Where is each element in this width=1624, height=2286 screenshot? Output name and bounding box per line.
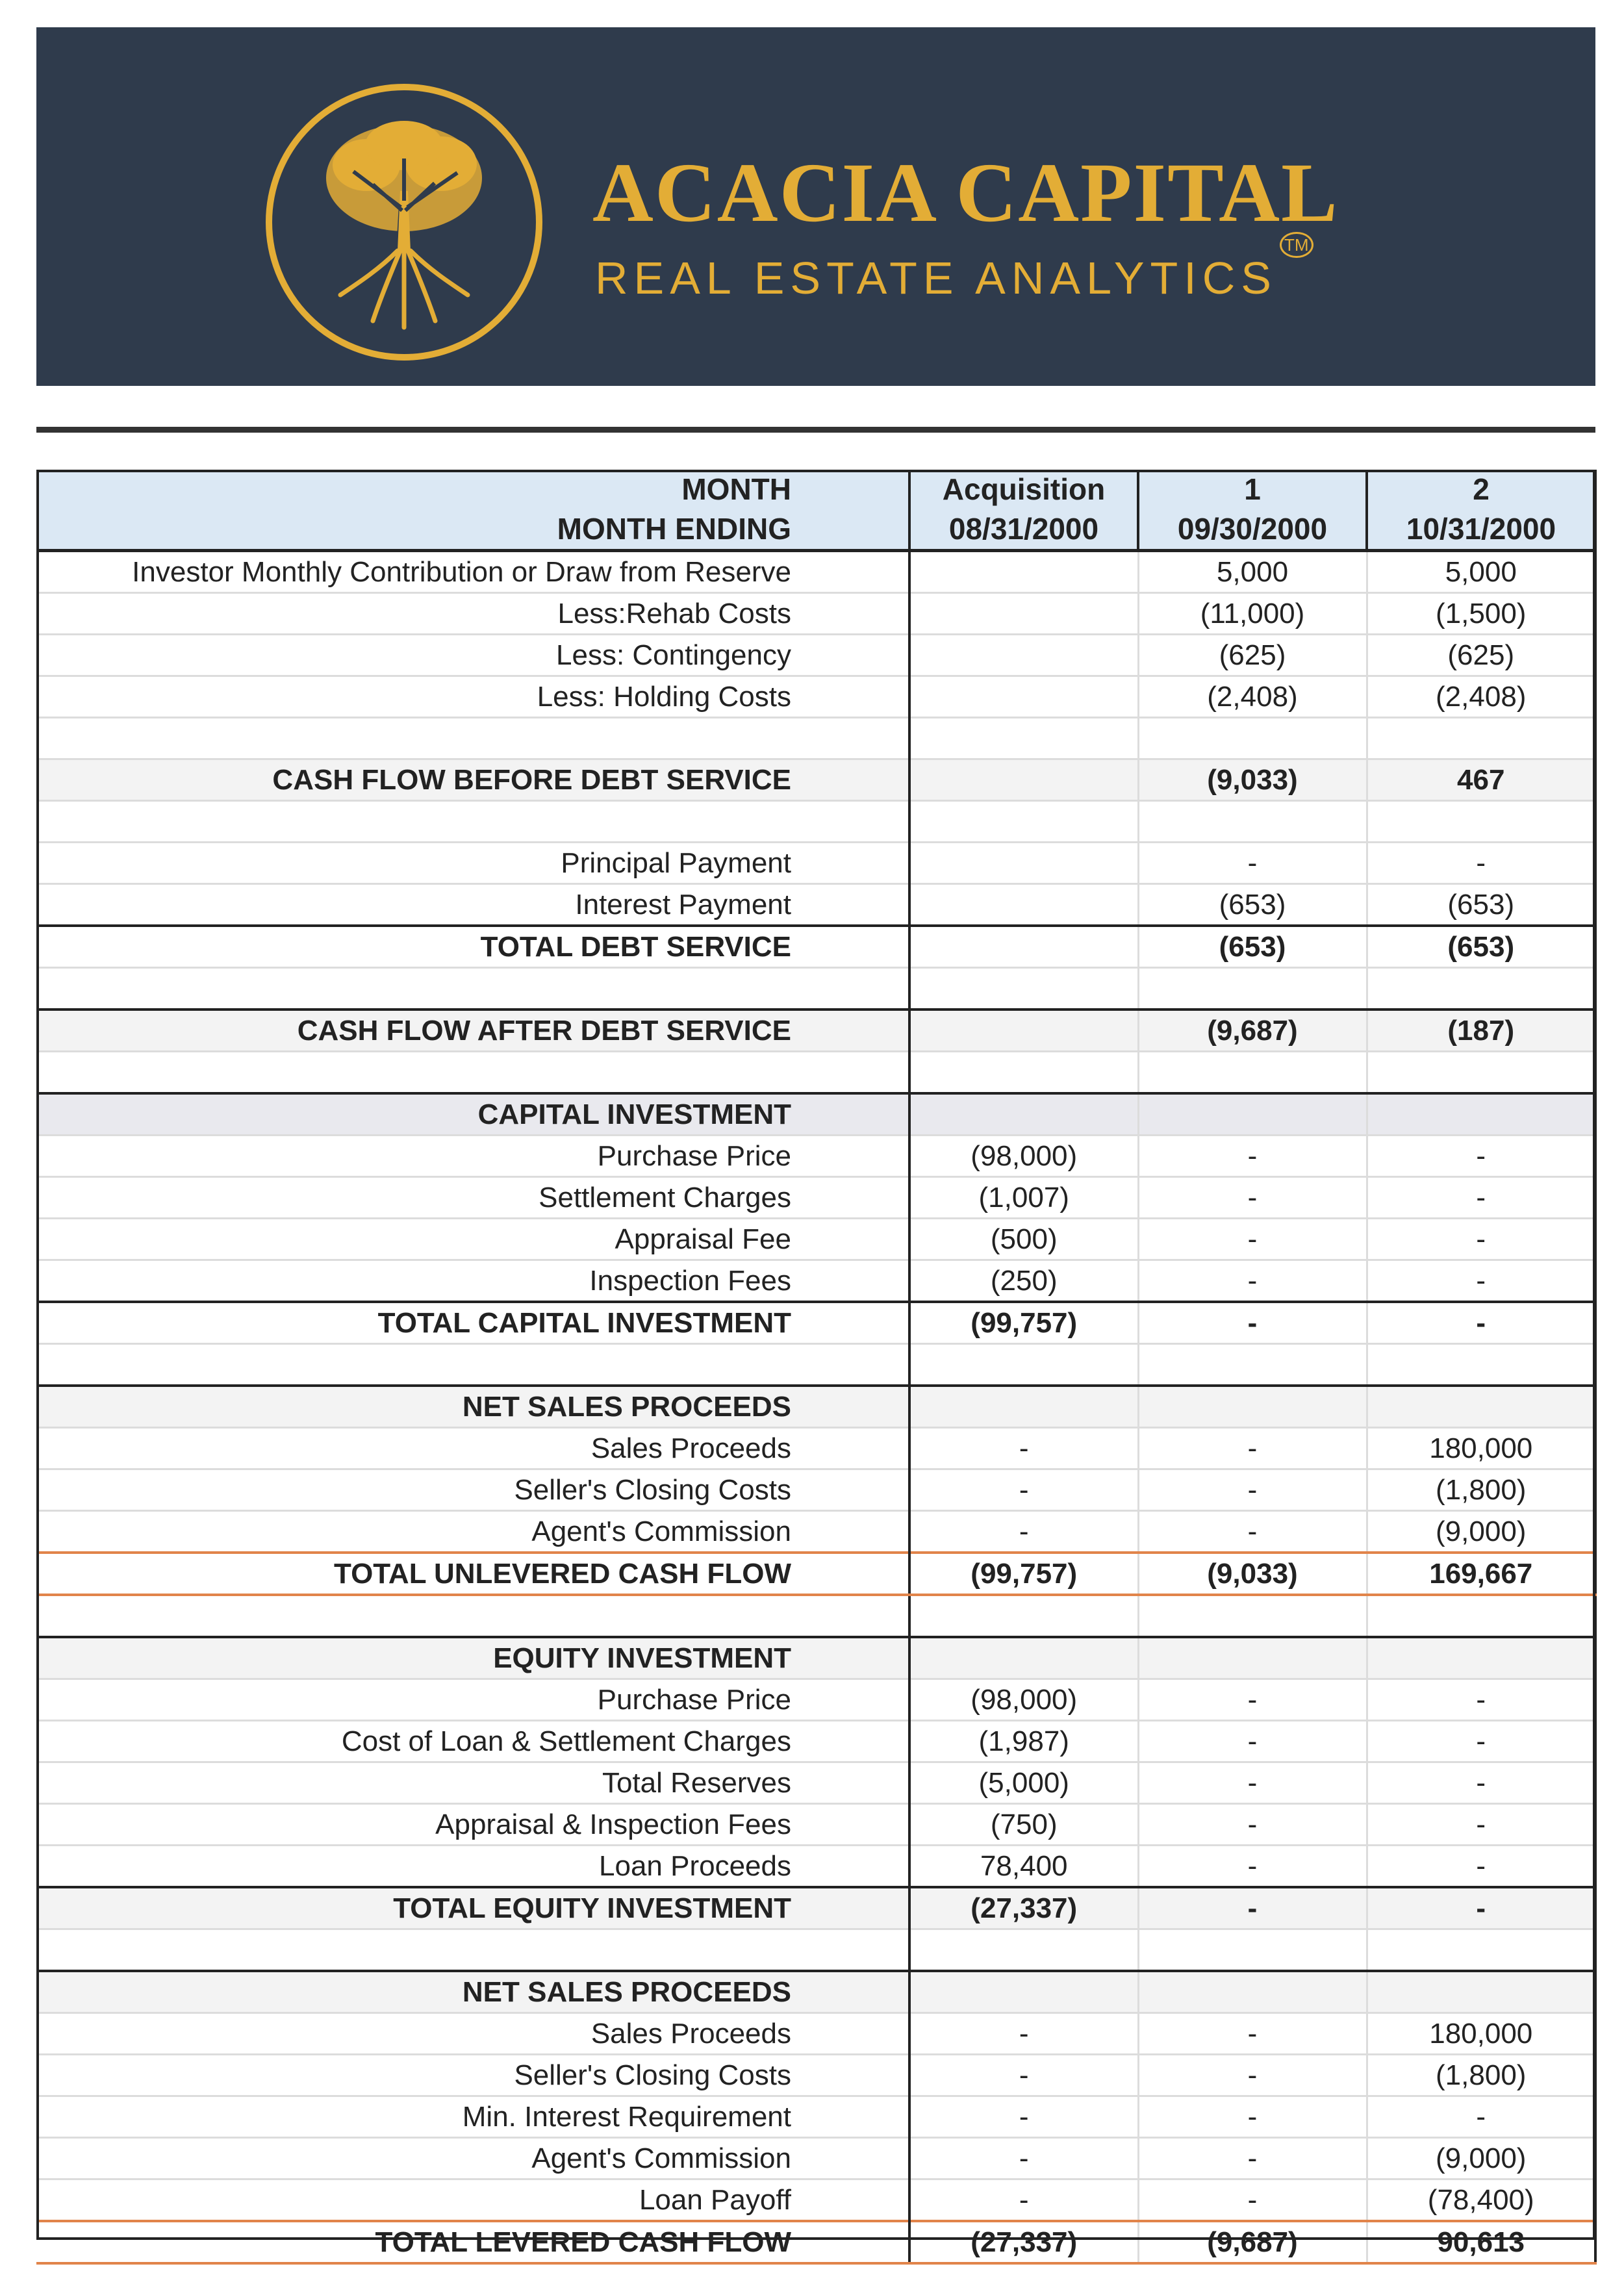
row-value-cell — [1367, 1344, 1595, 1386]
row-value-cell — [909, 1010, 1138, 1052]
row-label: Appraisal & Inspection Fees — [36, 1804, 909, 1846]
table-row — [36, 635, 1595, 676]
table-row — [36, 2055, 1595, 2096]
row-value-cell: (9,000) — [1367, 1511, 1595, 1553]
row-label: Less:Rehab Costs — [36, 593, 909, 635]
brand-title: ACACIA CAPITAL — [592, 146, 1339, 240]
table-row — [36, 1010, 1595, 1052]
row-value-cell — [909, 718, 1138, 759]
row-value-cell: - — [1138, 2096, 1367, 2138]
row-value-cell: - — [1367, 1136, 1595, 1177]
row-value-cell: 180,000 — [1367, 2013, 1595, 2055]
row-value-cell — [1367, 1052, 1595, 1094]
row-label: TOTAL DEBT SERVICE — [36, 926, 909, 968]
row-value-cell: 5,000 — [1367, 551, 1595, 593]
row-value-cell: (9,687) — [1138, 2221, 1367, 2263]
row-value-cell: - — [909, 2055, 1138, 2096]
row-label: TOTAL LEVERED CASH FLOW — [36, 2221, 909, 2263]
row-label — [36, 968, 909, 1010]
row-value-cell: - — [909, 2096, 1138, 2138]
row-value-cell: - — [1367, 1887, 1595, 1929]
row-value-cell: (2,408) — [1138, 676, 1367, 718]
row-value-cell: (2,408) — [1367, 676, 1595, 718]
row-value-cell: - — [1367, 1762, 1595, 1804]
table-row — [36, 2138, 1595, 2179]
row-value-cell — [909, 968, 1138, 1010]
row-value-cell: 90,613 — [1367, 2221, 1595, 2263]
row-value-cell: - — [1367, 1721, 1595, 1762]
row-value-cell — [1138, 1637, 1367, 1679]
row-value-cell: - — [1138, 1804, 1367, 1846]
table-row — [36, 1136, 1595, 1177]
row-value-cell: 5,000 — [1138, 551, 1367, 593]
row-label: Settlement Charges — [36, 1177, 909, 1219]
row-value-cell: - — [1138, 2055, 1367, 2096]
row-value-cell — [1367, 968, 1595, 1010]
row-value-cell: - — [909, 2013, 1138, 2055]
header-cell: 09/30/2000 — [1138, 509, 1367, 551]
header-banner — [36, 27, 1595, 386]
table-row — [36, 1177, 1595, 1219]
row-label: Loan Proceeds — [36, 1846, 909, 1888]
row-value-cell — [909, 1344, 1138, 1386]
row-label: CASH FLOW AFTER DEBT SERVICE — [36, 1010, 909, 1052]
row-value-cell: - — [1138, 1260, 1367, 1302]
row-value-cell — [909, 759, 1138, 801]
row-label: Min. Interest Requirement — [36, 2096, 909, 2138]
row-label — [36, 801, 909, 843]
row-value-cell — [909, 676, 1138, 718]
header-cell: 2 — [1367, 470, 1595, 509]
row-label — [36, 1344, 909, 1386]
row-value-cell — [909, 1595, 1138, 1637]
row-label: EQUITY INVESTMENT — [36, 1637, 909, 1679]
table-row — [36, 759, 1595, 801]
table-row — [36, 2096, 1595, 2138]
row-value-cell — [1138, 1971, 1367, 2013]
row-value-cell — [909, 843, 1138, 884]
table-row — [36, 926, 1595, 968]
row-label: CASH FLOW BEFORE DEBT SERVICE — [36, 759, 909, 801]
row-value-cell — [1367, 1093, 1595, 1136]
row-value-cell: (653) — [1367, 884, 1595, 926]
row-value-cell: (1,007) — [909, 1177, 1138, 1219]
table-row — [36, 1971, 1595, 2013]
brand-subtitle — [595, 235, 1313, 304]
table-row — [36, 884, 1595, 926]
row-value-cell: - — [1367, 2096, 1595, 2138]
row-value-cell: - — [1138, 1511, 1367, 1553]
row-value-cell: - — [1138, 843, 1367, 884]
row-value-cell: 467 — [1367, 759, 1595, 801]
row-value-cell — [1367, 1386, 1595, 1428]
row-value-cell: (9,033) — [1138, 759, 1367, 801]
header-cell: 10/31/2000 — [1367, 509, 1595, 551]
table-row — [36, 968, 1595, 1010]
row-value-cell — [1138, 1929, 1367, 1972]
row-value-cell: (653) — [1138, 926, 1367, 968]
row-value-cell — [1138, 801, 1367, 843]
table-row — [36, 1052, 1595, 1094]
table-row — [36, 1804, 1595, 1846]
row-value-cell: - — [1367, 1302, 1595, 1344]
row-value-cell — [909, 1637, 1138, 1679]
row-value-cell: - — [1138, 1887, 1367, 1929]
row-label: Seller's Closing Costs — [36, 1469, 909, 1511]
table-row — [36, 1511, 1595, 1553]
row-value-cell: - — [1138, 2138, 1367, 2179]
row-value-cell: - — [1138, 1302, 1367, 1344]
row-value-cell: (78,400) — [1367, 2179, 1595, 2222]
row-label: Appraisal Fee — [36, 1219, 909, 1260]
table-row — [36, 1469, 1595, 1511]
row-value-cell: (27,337) — [909, 2221, 1138, 2263]
row-label: Investor Monthly Contribution or Draw from Reserve — [36, 551, 909, 593]
row-label: Agent's Commission — [36, 2138, 909, 2179]
row-label: Sales Proceeds — [36, 1428, 909, 1469]
row-value-cell: (653) — [1367, 926, 1595, 968]
row-label: Less: Contingency — [36, 635, 909, 676]
table-row — [36, 1428, 1595, 1469]
row-value-cell: - — [1367, 1219, 1595, 1260]
row-value-cell — [909, 1929, 1138, 1972]
table-row — [36, 551, 1595, 593]
row-label — [36, 1052, 909, 1094]
row-label: TOTAL CAPITAL INVESTMENT — [36, 1302, 909, 1344]
header-cell: Acquisition — [909, 470, 1138, 509]
table-row — [36, 1887, 1595, 1929]
row-value-cell — [1367, 1595, 1595, 1637]
row-value-cell: - — [909, 1511, 1138, 1553]
row-value-cell — [1138, 968, 1367, 1010]
table-row — [36, 843, 1595, 884]
table-row — [36, 2221, 1595, 2263]
row-value-cell — [909, 1971, 1138, 2013]
row-value-cell: - — [1367, 1260, 1595, 1302]
row-value-cell: 169,667 — [1367, 1553, 1595, 1595]
table-row — [36, 1553, 1595, 1595]
table-row — [36, 1679, 1595, 1721]
row-label: Loan Payoff — [36, 2179, 909, 2222]
row-value-cell: (1,987) — [909, 1721, 1138, 1762]
row-value-cell: (1,500) — [1367, 593, 1595, 635]
table-row — [36, 2013, 1595, 2055]
row-label: Sales Proceeds — [36, 2013, 909, 2055]
row-value-cell: - — [1138, 1177, 1367, 1219]
row-value-cell: (99,757) — [909, 1553, 1138, 1595]
row-value-cell — [1138, 1595, 1367, 1637]
header-label: MONTH — [36, 470, 909, 509]
table-row — [36, 1344, 1595, 1386]
row-value-cell — [1367, 1971, 1595, 2013]
row-value-cell: (187) — [1367, 1010, 1595, 1052]
row-value-cell: (27,337) — [909, 1887, 1138, 1929]
header-label: MONTH ENDING — [36, 509, 909, 551]
row-value-cell: - — [909, 2138, 1138, 2179]
brand-subtitle-text: REAL ESTATE ANALYTICS — [595, 253, 1277, 303]
row-label — [36, 718, 909, 759]
row-label: Agent's Commission — [36, 1511, 909, 1553]
row-value-cell — [909, 593, 1138, 635]
row-value-cell: (98,000) — [909, 1136, 1138, 1177]
table-row — [36, 1219, 1595, 1260]
row-label — [36, 1929, 909, 1972]
row-label: Less: Holding Costs — [36, 676, 909, 718]
row-value-cell: - — [1138, 1428, 1367, 1469]
row-value-cell: (9,000) — [1367, 2138, 1595, 2179]
table-row — [36, 593, 1595, 635]
row-label — [36, 1595, 909, 1637]
row-value-cell — [1367, 801, 1595, 843]
row-label: TOTAL UNLEVERED CASH FLOW — [36, 1553, 909, 1595]
row-value-cell: (99,757) — [909, 1302, 1138, 1344]
table-row — [36, 1762, 1595, 1804]
row-label: Inspection Fees — [36, 1260, 909, 1302]
row-value-cell — [909, 551, 1138, 593]
row-label: Purchase Price — [36, 1679, 909, 1721]
row-value-cell: (750) — [909, 1804, 1138, 1846]
row-label: NET SALES PROCEEDS — [36, 1386, 909, 1428]
row-value-cell: - — [1138, 1679, 1367, 1721]
divider-rule — [36, 427, 1595, 433]
row-value-cell: - — [1138, 2179, 1367, 2222]
row-label: Purchase Price — [36, 1136, 909, 1177]
table-row — [36, 1093, 1595, 1136]
header-cell: 1 — [1138, 470, 1367, 509]
row-value-cell — [1138, 1093, 1367, 1136]
row-value-cell — [909, 635, 1138, 676]
row-value-cell: - — [1367, 1679, 1595, 1721]
table-row — [36, 676, 1595, 718]
table-row — [36, 1846, 1595, 1888]
row-value-cell: (653) — [1138, 884, 1367, 926]
cash-flow-table — [36, 470, 1597, 2265]
row-label: CAPITAL INVESTMENT — [36, 1093, 909, 1136]
row-value-cell — [1367, 1929, 1595, 1972]
row-value-cell — [909, 1386, 1138, 1428]
row-label: Seller's Closing Costs — [36, 2055, 909, 2096]
row-value-cell: (500) — [909, 1219, 1138, 1260]
row-value-cell: (5,000) — [909, 1762, 1138, 1804]
row-value-cell — [909, 1052, 1138, 1094]
row-value-cell: - — [1138, 1219, 1367, 1260]
trademark-icon: TM — [1280, 232, 1313, 258]
row-value-cell: (1,800) — [1367, 1469, 1595, 1511]
table-row — [36, 1260, 1595, 1302]
row-value-cell — [909, 884, 1138, 926]
table-row — [36, 2179, 1595, 2222]
row-value-cell: (625) — [1138, 635, 1367, 676]
row-value-cell: (1,800) — [1367, 2055, 1595, 2096]
row-value-cell: (250) — [909, 1260, 1138, 1302]
row-label: Total Reserves — [36, 1762, 909, 1804]
row-value-cell: - — [1367, 1804, 1595, 1846]
row-value-cell — [1367, 718, 1595, 759]
cash-flow-table-body — [36, 470, 1595, 2263]
row-label: TOTAL EQUITY INVESTMENT — [36, 1887, 909, 1929]
table-row — [36, 1929, 1595, 1972]
row-value-cell: - — [909, 2179, 1138, 2222]
header-cell: 08/31/2000 — [909, 509, 1138, 551]
table-row — [36, 1595, 1595, 1637]
row-label: NET SALES PROCEEDS — [36, 1971, 909, 2013]
table-row — [36, 718, 1595, 759]
tree-logo-icon — [262, 81, 546, 364]
row-value-cell: - — [1367, 1846, 1595, 1888]
row-value-cell — [1138, 1344, 1367, 1386]
table-row — [36, 1386, 1595, 1428]
row-value-cell: - — [1138, 1721, 1367, 1762]
row-value-cell — [909, 1093, 1138, 1136]
row-value-cell: - — [1138, 1469, 1367, 1511]
row-value-cell: - — [1138, 1136, 1367, 1177]
table-row — [36, 801, 1595, 843]
header-row-month — [36, 470, 1595, 509]
row-value-cell — [1367, 1637, 1595, 1679]
row-value-cell: (98,000) — [909, 1679, 1138, 1721]
table-row — [36, 1637, 1595, 1679]
table-row — [36, 1721, 1595, 1762]
row-value-cell: - — [1367, 843, 1595, 884]
row-value-cell: (625) — [1367, 635, 1595, 676]
row-value-cell: - — [1367, 1177, 1595, 1219]
row-value-cell — [909, 926, 1138, 968]
row-value-cell — [909, 801, 1138, 843]
row-value-cell: (11,000) — [1138, 593, 1367, 635]
row-value-cell: 78,400 — [909, 1846, 1138, 1888]
row-value-cell: (9,687) — [1138, 1010, 1367, 1052]
row-value-cell — [1138, 718, 1367, 759]
row-label: Interest Payment — [36, 884, 909, 926]
row-label: Cost of Loan & Settlement Charges — [36, 1721, 909, 1762]
row-value-cell — [1138, 1386, 1367, 1428]
row-value-cell: - — [909, 1469, 1138, 1511]
row-value-cell — [1138, 1052, 1367, 1094]
row-value-cell: - — [909, 1428, 1138, 1469]
table-row — [36, 1302, 1595, 1344]
row-value-cell: - — [1138, 2013, 1367, 2055]
row-value-cell: - — [1138, 1846, 1367, 1888]
row-label: Principal Payment — [36, 843, 909, 884]
row-value-cell: - — [1138, 1762, 1367, 1804]
row-value-cell: 180,000 — [1367, 1428, 1595, 1469]
header-row-month-ending — [36, 509, 1595, 551]
row-value-cell: (9,033) — [1138, 1553, 1367, 1595]
